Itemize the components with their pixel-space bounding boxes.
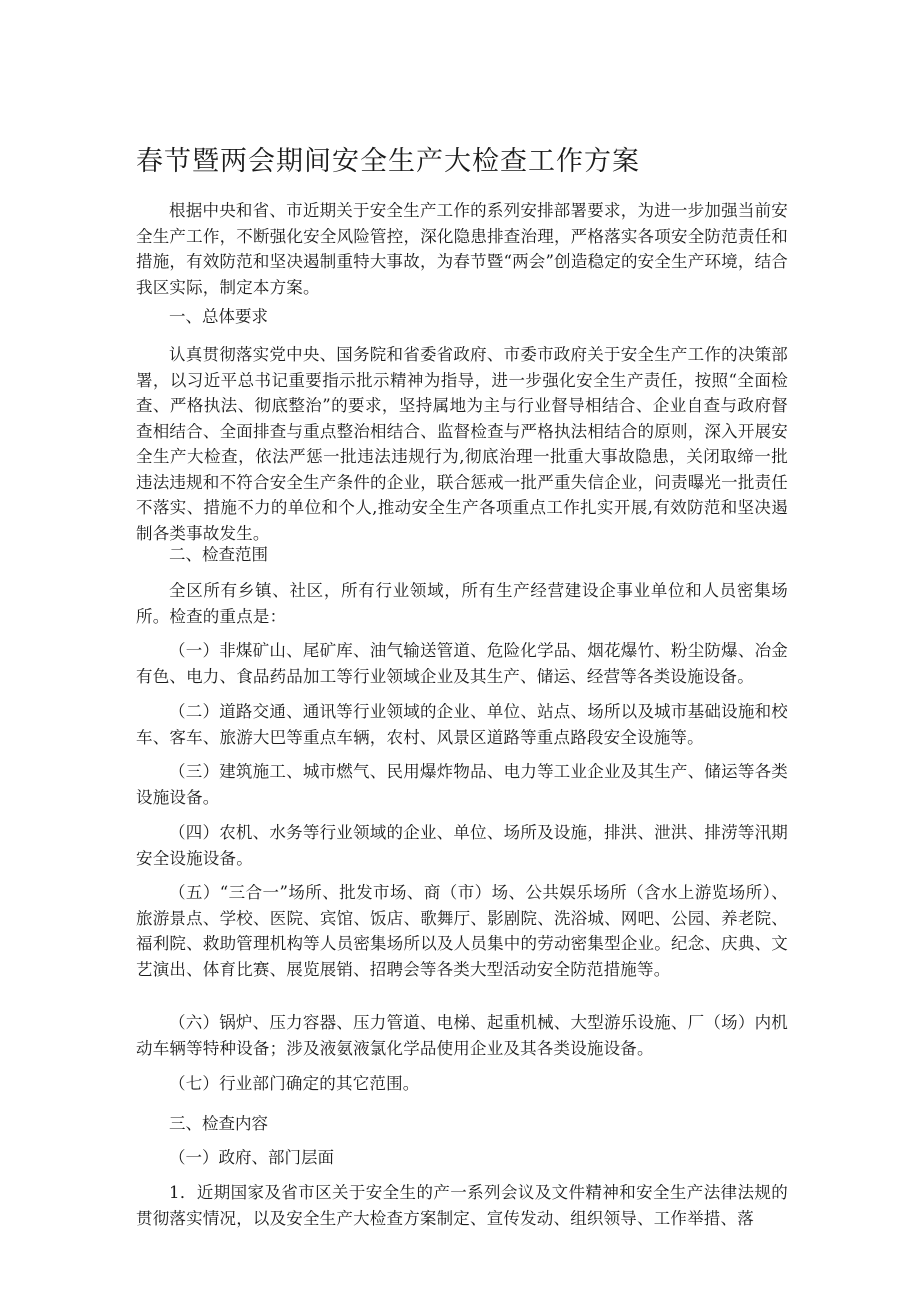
scope-item-3: （三）建筑施工、城市燃气、民用爆炸物品、电力等工业企业及其生产、储运等各类设施设备。 xyxy=(136,762,788,807)
scope-item-7: （七）行业部门确定的其它范围。 xyxy=(169,1074,420,1093)
scope-item-6: （六）锅炉、压力容器、压力管道、电梯、起重机械、大型游乐设施、厂（场）内机动车辆等特种设备；涉及液氨液氯化学品使用企业及其各类设施设备。 xyxy=(136,1013,788,1058)
scope-item-1: （一）非煤矿山、尾矿库、油气输送管道、危险化学品、烟花爆竹、粉尘防爆、冶金有色、电力、食品药品加工等行业领域企业及其生产、储运、经营等各类设施设备。 xyxy=(136,641,788,686)
scope-item-4: （四）农机、水务等行业领域的企业、单位、场所及设施，排洪、泄洪、排涝等汛期安全设施设备。 xyxy=(136,823,788,868)
scope-item-2: （二）道路交通、通讯等行业领域的企业、单位、站点、场所以及城市基础设施和校车、客车、旅游大巴等重点车辆，农村、风景区道路等重点路段安全设施等。 xyxy=(136,702,788,747)
section-3-heading: 三、检查内容 xyxy=(169,1114,268,1133)
document-title: 春节暨两会期间安全生产大检查工作方案 xyxy=(136,146,640,177)
section-1-heading: 一、总体要求 xyxy=(169,307,268,326)
section-1-body: 认真贯彻落实党中央、国务院和省委省政府、市委市政府关于安全生产工作的决策部署，以习近平总书记重要指示批示精神为指导，进一步强化安全生产责任，按照“全面检查、严格执法、彻底整治”的要求，坚持属地为主与行业督导相结合、企业自查与政府督查相结合、全面排查与重点整治相结合、监督检查与严格执法相结合的原则，深入开展安全生产大检查，依法严惩一批违法违规行为,彻底治理一批重大事故隐患，关闭取缔一批违法违规和不符合安全生产条件的企业，联合惩戒一批严重失信企业，问责曝光一批责任不落实、措施不力的单位和个人,推动安全生产各项重点工作扎实开展,有效防范和坚决遏制各类事故发生。 xyxy=(136,345,788,543)
scope-item-5: （五）“三合一”场所、批发市场、商（市）场、公共娱乐场所（含水上游览场所）、旅游景点、学校、医院、宾馆、饭店、歌舞厅、影剧院、洗浴城、网吧、公园、养老院、福利院、救助管理机构等人员密集场所以及人员集中的劳动密集型企业。纪念、庆典、文艺演出、体育比赛、展览展销、招聘会等各类大型活动安全防范措施等。 xyxy=(136,883,788,979)
section-2-body: 全区所有乡镇、社区，所有行业领域，所有生产经营建设企事业单位和人员密集场所。检查的重点是： xyxy=(136,581,788,626)
intro-paragraph: 根据中央和省、市近期关于安全生产工作的系列安排部署要求，为进一步加强当前安全生产工作，不断强化安全风险管控，深化隐患排查治理，严格落实各项安全防范责任和措施，有效防范和坚决遏制重特大事故，为春节暨“两会”创造稳定的安全生产环境，结合我区实际，制定本方案。 xyxy=(136,201,788,297)
section-2-heading: 二、检查范围 xyxy=(169,545,268,564)
section-3-subheading-1: （一）政府、部门层面 xyxy=(169,1148,334,1167)
section-3-point-1: 1．近期国家及省市区关于安全生的产一系列会议及文件精神和安全生产法律法规的贯彻落实情况，以及安全生产大检查方案制定、宣传发动、组织领导、工作举措、落 xyxy=(136,1183,788,1228)
